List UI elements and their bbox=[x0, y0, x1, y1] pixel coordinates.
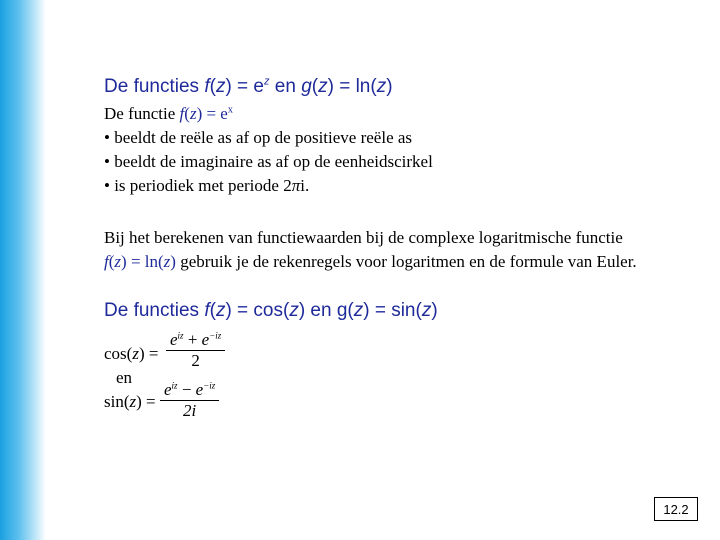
sin-fraction bbox=[154, 380, 219, 421]
sin-denominator: 2i bbox=[183, 401, 197, 420]
formula-labels bbox=[104, 342, 158, 414]
page-number: 12.2 bbox=[654, 497, 698, 521]
connector-en: en bbox=[116, 368, 133, 387]
cos-fraction bbox=[160, 330, 225, 371]
cos-denominator: 2 bbox=[191, 351, 200, 370]
bullet-periodic: • is periodiek met periode 2πi. bbox=[104, 176, 310, 195]
log-line-2: f(z) = ln(z) gebruik je de rekenregels voor logaritmen en de formule van Euler. bbox=[104, 252, 637, 271]
exp-intro-line: De functie $f(z) = e^x$ bbox=[104, 104, 233, 123]
bullet-imaginary-axis: • beeldt de imaginaire as af op de eenheidscirkel bbox=[104, 152, 433, 171]
decorative-sidebar bbox=[0, 0, 46, 540]
exp-properties bbox=[104, 102, 433, 198]
sin-label: sin(z) = bbox=[104, 392, 156, 411]
sin-numerator: $e^{iz} - e^{-iz}$ bbox=[160, 380, 219, 401]
log-paragraph bbox=[104, 226, 637, 274]
heading-exp-ln: De functies $f(z) = e^z$ en g(z) = ln(z) bbox=[104, 75, 393, 97]
heading-cos-sin: De functies f(z) = cos(z) en g(z) = sin(z) bbox=[104, 300, 438, 321]
log-line-1: Bij het berekenen van functiewaarden bij de complexe logaritmische functie bbox=[104, 228, 623, 247]
cos-numerator: $e^{iz} + e^{-iz}$ bbox=[166, 330, 225, 351]
bullet-real-axis: • beeldt de reële as af op de positieve reële as bbox=[104, 128, 413, 147]
cos-label: cos(z) = bbox=[104, 344, 159, 363]
